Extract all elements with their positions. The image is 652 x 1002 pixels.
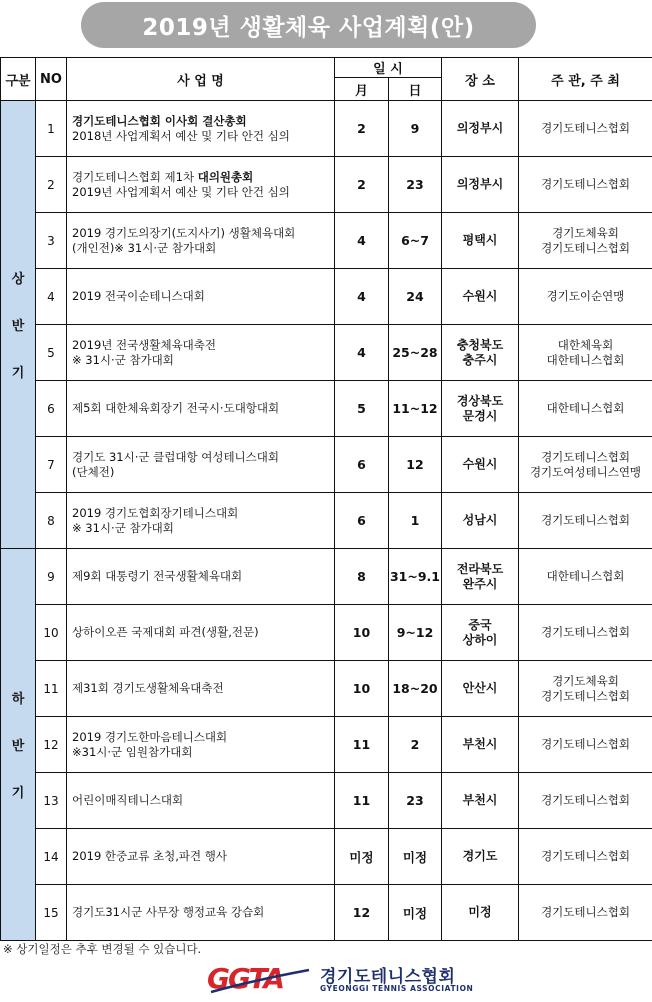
event-month: 11 — [335, 773, 389, 829]
event-day: 25~28 — [389, 325, 442, 381]
header-event: 사 업 명 — [67, 58, 335, 101]
place-line: 중국 — [468, 617, 492, 632]
event-name-line1: 경기도 31시·군 클럽대항 여성테니스대회 — [72, 449, 279, 464]
table-row — [1, 605, 652, 661]
place-line: 의정부시 — [456, 121, 504, 135]
table-row — [1, 885, 652, 941]
event-host — [519, 605, 652, 661]
page-title: 2019년 생활체육 사업계획(안) — [81, 2, 536, 48]
event-name-detail: 2018년 사업계획서 예산 및 기타 안건 심의 — [72, 128, 290, 143]
host-line: 경기도테니스협회 — [541, 793, 630, 807]
event-host — [519, 829, 652, 885]
event-day: 23 — [389, 773, 442, 829]
event-place — [442, 381, 519, 437]
event-name-bold: 대의원총회 — [197, 169, 254, 184]
event-place — [442, 661, 519, 717]
host-line: 경기도여성테니스연맹 — [529, 464, 642, 479]
place-line: 전라북도 — [456, 561, 504, 576]
event-host — [519, 381, 652, 437]
event-day: 9~12 — [389, 605, 442, 661]
logo-name-korean: 경기도테니스협회 — [320, 967, 456, 987]
half-char: 반 — [11, 319, 25, 334]
event-place — [442, 213, 519, 269]
event-name-line1: 제5회 대한체육회장기 전국시·도대항대회 — [72, 401, 280, 415]
header-date: 일 시 — [335, 58, 442, 78]
row-number: 3 — [36, 213, 67, 269]
header-host: 주 관, 주 최 — [519, 58, 652, 101]
place-line: 안산시 — [462, 681, 498, 695]
half-char: 하 — [11, 692, 25, 707]
event-month: 4 — [335, 213, 389, 269]
event-month: 4 — [335, 269, 389, 325]
host-line: 경기도테니스협회 — [541, 905, 630, 919]
host-line: 대한테니스협회 — [546, 569, 625, 583]
host-line: 대한테니스협회 — [546, 352, 625, 367]
event-month: 2 — [335, 101, 389, 157]
event-day: 미정 — [389, 885, 442, 941]
half-char: 기 — [11, 366, 25, 381]
place-line: 평택시 — [462, 233, 498, 247]
host-line: 경기도테니스협회 — [541, 737, 630, 751]
event-name-line1 — [72, 170, 334, 185]
event-host — [519, 885, 652, 941]
place-line: 상하이 — [462, 632, 498, 647]
event-month: 6 — [335, 437, 389, 493]
event-month: 4 — [335, 325, 389, 381]
row-number: 13 — [36, 773, 67, 829]
row-number: 11 — [36, 661, 67, 717]
header-place: 장 소 — [442, 58, 519, 101]
event-name — [67, 269, 335, 325]
event-name-line2: ※31시·군 임원참가대회 — [72, 744, 193, 759]
place-line: 부천시 — [462, 737, 498, 751]
second-half-label — [1, 549, 36, 941]
row-number: 8 — [36, 493, 67, 549]
event-month: 10 — [335, 661, 389, 717]
event-name — [67, 661, 335, 717]
place-line: 충청북도 — [456, 337, 504, 352]
table-row — [1, 325, 652, 381]
event-name — [67, 381, 335, 437]
place-line: 미정 — [468, 905, 492, 919]
event-name-line2: ※ 31시·군 참가대회 — [72, 520, 174, 535]
event-place — [442, 157, 519, 213]
event-host — [519, 549, 652, 605]
footnote: ※ 상기일정은 추후 변경될 수 있습니다. — [3, 942, 202, 956]
row-number: 6 — [36, 381, 67, 437]
table-row — [1, 381, 652, 437]
event-name — [67, 213, 335, 269]
event-name-line2: (개인전)※ 31시·군 참가대회 — [72, 240, 217, 255]
host-line: 경기도테니스협회 — [541, 449, 630, 464]
event-place — [442, 493, 519, 549]
event-name-line1: 제31회 경기도생활체육대축전 — [72, 681, 224, 695]
host-line: 경기도테니스협회 — [541, 240, 630, 255]
event-place — [442, 325, 519, 381]
row-number: 10 — [36, 605, 67, 661]
header-no: NO — [36, 58, 67, 101]
row-number: 12 — [36, 717, 67, 773]
table-row — [1, 661, 652, 717]
place-line: 문경시 — [462, 408, 498, 423]
event-month: 10 — [335, 605, 389, 661]
event-place — [442, 773, 519, 829]
event-month: 8 — [335, 549, 389, 605]
ggta-logo-icon — [205, 962, 315, 994]
row-number: 2 — [36, 157, 67, 213]
event-name-line1: 2019 한중교류 초청,파견 행사 — [72, 849, 227, 863]
header-category: 구분 — [1, 58, 36, 101]
event-day: 23 — [389, 157, 442, 213]
event-name-line2: ※ 31시·군 참가대회 — [72, 352, 174, 367]
place-line: 경기도 — [462, 849, 498, 863]
event-name-line1: 상하이오픈 국제대회 파견(생활,전문) — [72, 625, 259, 639]
event-month: 12 — [335, 885, 389, 941]
event-place — [442, 549, 519, 605]
event-place — [442, 269, 519, 325]
logo-name-english: GYEONGGI TENNIS ASSOCIATION — [320, 984, 474, 993]
event-name-bold: 경기도테니스협회 이사회 결산총회 — [72, 113, 247, 128]
row-number: 7 — [36, 437, 67, 493]
title-area — [0, 2, 652, 48]
event-day: 24 — [389, 269, 442, 325]
event-name-prefix: 경기도테니스협회 제1차 — [72, 169, 198, 184]
event-name-line1 — [72, 114, 334, 129]
host-line: 경기도테니스협회 — [541, 625, 630, 639]
place-line: 경상북도 — [456, 393, 504, 408]
event-host — [519, 213, 652, 269]
event-month: 6 — [335, 493, 389, 549]
event-month: 미정 — [335, 829, 389, 885]
event-name-detail: 2019년 사업계획서 예산 및 기타 안건 심의 — [72, 184, 290, 199]
table-row — [1, 717, 652, 773]
event-day: 31~9.1 — [389, 549, 442, 605]
place-line: 수원시 — [462, 457, 498, 471]
header-day: 日 — [389, 78, 442, 101]
event-place — [442, 101, 519, 157]
event-place — [442, 885, 519, 941]
event-host — [519, 325, 652, 381]
event-name — [67, 717, 335, 773]
table-row — [1, 437, 652, 493]
place-line: 충주시 — [462, 352, 498, 367]
host-line: 경기도체육회 — [552, 673, 619, 688]
event-host — [519, 717, 652, 773]
half-char: 상 — [11, 272, 25, 287]
table-row — [1, 773, 652, 829]
event-name-line1: 2019 경기도협회장기테니스대회 — [72, 505, 239, 520]
event-name — [67, 885, 335, 941]
event-month: 11 — [335, 717, 389, 773]
event-name-line1: 제9회 대통령기 전국생활체육대회 — [72, 569, 243, 583]
event-name — [67, 605, 335, 661]
header-month: 月 — [335, 78, 389, 101]
event-day: 미정 — [389, 829, 442, 885]
event-name — [67, 101, 335, 157]
event-name — [67, 549, 335, 605]
table-row — [1, 157, 652, 213]
host-line: 경기도이순연맹 — [546, 289, 625, 303]
place-line: 완주시 — [462, 576, 498, 591]
event-place — [442, 605, 519, 661]
host-line: 대한체육회 — [557, 337, 614, 352]
table-row — [1, 101, 652, 157]
table-row — [1, 213, 652, 269]
event-month: 5 — [335, 381, 389, 437]
event-day: 11~12 — [389, 381, 442, 437]
row-number: 9 — [36, 549, 67, 605]
event-host — [519, 101, 652, 157]
event-name — [67, 829, 335, 885]
event-name — [67, 157, 335, 213]
event-name-line1: 2019년 전국생활체육대축전 — [72, 337, 217, 352]
event-name — [67, 325, 335, 381]
event-name-line1: 어린이매직테니스대회 — [72, 793, 184, 807]
event-name-line1: 2019 경기도의장기(도지사기) 생활체육대회 — [72, 225, 296, 240]
row-number: 5 — [36, 325, 67, 381]
place-line: 수원시 — [462, 289, 498, 303]
event-place — [442, 717, 519, 773]
half-char: 기 — [11, 786, 25, 801]
row-number: 4 — [36, 269, 67, 325]
table-row — [1, 829, 652, 885]
table-row — [1, 493, 652, 549]
place-line: 의정부시 — [456, 177, 504, 191]
event-host — [519, 437, 652, 493]
event-day: 9 — [389, 101, 442, 157]
row-number: 15 — [36, 885, 67, 941]
event-day: 1 — [389, 493, 442, 549]
host-line: 경기도테니스협회 — [541, 121, 630, 135]
event-host — [519, 157, 652, 213]
host-line: 대한테니스협회 — [546, 401, 625, 415]
event-name-line1: 2019 전국이순테니스대회 — [72, 289, 205, 303]
event-name-line1: 2019 경기도한마음테니스대회 — [72, 729, 228, 744]
event-name-line2: (단체전) — [72, 464, 115, 479]
host-line: 경기도테니스협회 — [541, 688, 630, 703]
event-place — [442, 829, 519, 885]
event-host — [519, 661, 652, 717]
event-host — [519, 269, 652, 325]
table-row — [1, 549, 652, 605]
logo-mark-text: GGTA — [207, 962, 284, 994]
place-line: 성남시 — [462, 513, 498, 527]
event-day: 18~20 — [389, 661, 442, 717]
event-place — [442, 437, 519, 493]
host-line: 경기도체육회 — [552, 225, 619, 240]
event-host — [519, 493, 652, 549]
row-number: 14 — [36, 829, 67, 885]
event-day: 2 — [389, 717, 442, 773]
half-char: 반 — [11, 739, 25, 754]
schedule-table — [0, 57, 652, 941]
event-day: 6~7 — [389, 213, 442, 269]
event-day: 12 — [389, 437, 442, 493]
event-name — [67, 493, 335, 549]
association-logo — [205, 960, 475, 998]
place-line: 부천시 — [462, 793, 498, 807]
event-name — [67, 437, 335, 493]
table-row — [1, 269, 652, 325]
host-line: 경기도테니스협회 — [541, 177, 630, 191]
host-line: 경기도테니스협회 — [541, 513, 630, 527]
event-name — [67, 773, 335, 829]
event-host — [519, 773, 652, 829]
event-name-line1: 경기도31시군 사무장 행정교육 강습회 — [72, 905, 265, 919]
event-month: 2 — [335, 157, 389, 213]
row-number: 1 — [36, 101, 67, 157]
host-line: 경기도테니스협회 — [541, 849, 630, 863]
first-half-label — [1, 101, 36, 549]
